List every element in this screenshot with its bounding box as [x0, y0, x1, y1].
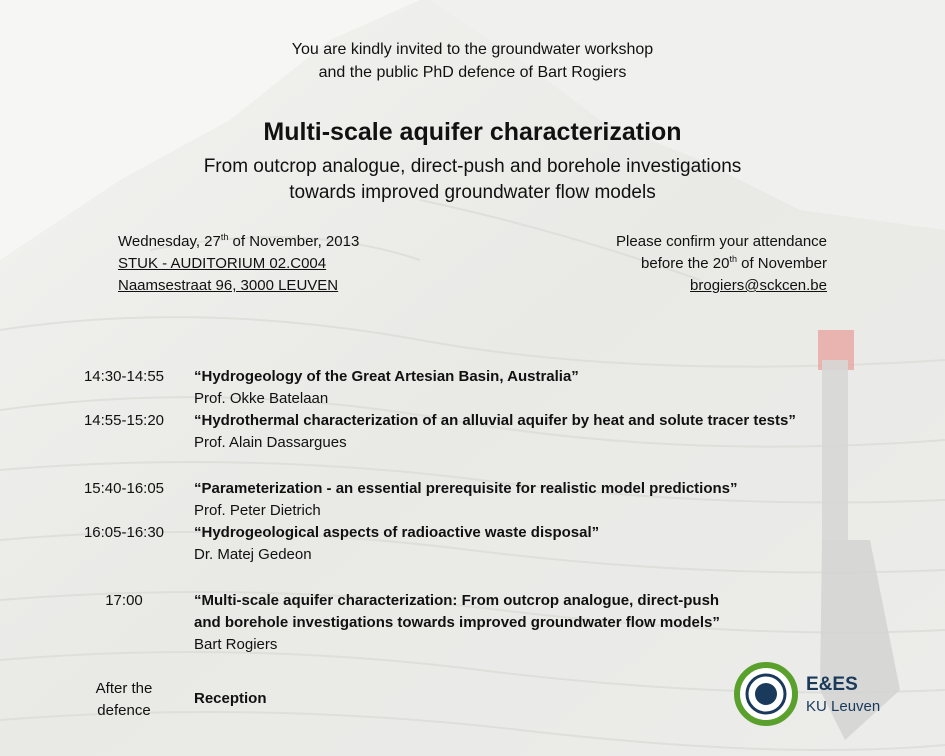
event-address-link[interactable]: Naamsestraat 96, 3000 LEUVEN [118, 277, 339, 294]
page-title: Multi-scale aquifer characterization [263, 118, 682, 146]
ees-logo-icon [734, 662, 798, 726]
subtitle-line-2: towards improved groundwater flow models [289, 182, 656, 203]
invitation-line-1: You are kindly invited to the groundwater workshop [291, 41, 654, 58]
event-venue-link[interactable]: STUK - AUDITORIUM 02.C004 [118, 255, 327, 272]
talk-speaker: Dr. Matej Gedeon [194, 546, 312, 563]
talk-title-line-2: and borehole investigations towards improved groundwater flow models” [194, 614, 720, 631]
talk-title: “Hydrothermal characterization of an alluvial aquifer by heat and solute tracer tests” [194, 412, 796, 429]
program-item [194, 590, 874, 656]
subtitle [0, 154, 945, 206]
reception-label: Reception [194, 690, 267, 707]
program-time: 14:55-15:20 [83, 412, 165, 429]
program-time: 17:00 [105, 592, 143, 609]
program-time: 15:40-16:05 [83, 480, 165, 497]
talk-speaker: Prof. Okke Batelaan [194, 390, 329, 407]
talk-title: “Hydrogeological aspects of radioactive waste disposal” [194, 524, 600, 541]
logo-name: E&ES [806, 674, 858, 695]
event-date: Wednesday, 27th of November, 2013 [118, 232, 360, 250]
rsvp-email-link[interactable]: brogiers@sckcen.be [690, 277, 827, 294]
talk-title: “Parameterization - an essential prerequisite for realistic model predictions” [194, 480, 738, 497]
talk-title: “Hydrogeology of the Great Artesian Basin, Australia” [194, 368, 579, 385]
reception-time: After the defence [95, 680, 153, 719]
talk-speaker: Prof. Alain Dassargues [194, 434, 347, 451]
invitation-line-2: and the public PhD defence of Bart Rogiers [318, 64, 627, 81]
program-time: 14:30-14:55 [83, 368, 165, 385]
talk-title-line-1: “Multi-scale aquifer characterization: From outcrop analogue, direct-push [194, 592, 720, 609]
talk-speaker: Prof. Peter Dietrich [194, 502, 321, 519]
rsvp-line-1: Please confirm your attendance [616, 233, 827, 250]
program-item [194, 478, 874, 522]
subtitle-line-1: From outcrop analogue, direct-push and borehole investigations [203, 156, 742, 177]
program-item [194, 366, 874, 410]
event-info [118, 231, 359, 297]
program-item [194, 522, 874, 566]
program-time: 16:05-16:30 [83, 524, 165, 541]
program-item [194, 410, 874, 454]
rsvp-line-2: before the 20th of November [641, 254, 827, 272]
ees-ku-leuven-logo [734, 662, 904, 730]
talk-speaker: Bart Rogiers [194, 636, 278, 653]
invitation-text [0, 38, 945, 84]
rsvp-info [616, 231, 827, 297]
logo-org: KU Leuven [806, 698, 881, 715]
